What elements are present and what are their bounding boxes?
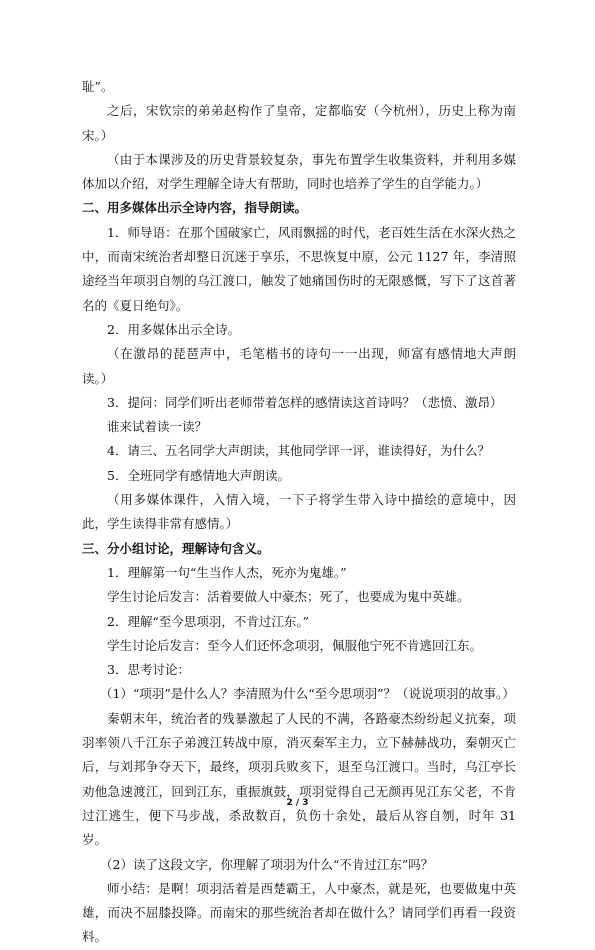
body-paragraph: 4．请三、五名同学大声朗读，其他同学评一评，谁读得好，为什么？	[107, 443, 490, 459]
body-paragraph: 3．思考讨论：	[107, 662, 190, 678]
body-paragraph: 耻”。	[82, 79, 114, 94]
body-paragraph: （在激昂的琵琶声中，毛笔楷书的诗句一一出现，师富有感情地大声朗读。）	[82, 346, 516, 386]
body-paragraph: 5．全班同学有感情地大声朗读。	[107, 467, 290, 483]
document-body	[82, 75, 516, 950]
body-paragraph: 1．师导语：在那个国破家亡，风雨飘摇的时代，老百姓生活在水深火热之中，而南宋统治者却整日沉迷于享乐，不思恢复中原，公元 1127 年，李清照途经当年项羽自刎的乌江渡口，触发了她痛国伤时的无限感慨，写下了这首著名的《夏日绝句》。	[82, 224, 516, 313]
body-paragraph: 谁来试着读一读？	[107, 419, 208, 435]
page-number: 2 / 3	[286, 798, 309, 808]
body-paragraph: 学生讨论后发言：至今人们还怀念项羽，佩服他宁死不肯逃回江东。	[107, 637, 483, 653]
body-paragraph: 2．用多媒体出示全诗。	[107, 321, 240, 337]
body-paragraph: （由于本课涉及的历史背景较复杂，事先布置学生收集资料，并利用多媒体加以介绍，对学生理解全诗大有帮助，同时也培养了学生的自学能力。）	[82, 151, 516, 192]
body-paragraph: （用多媒体课件，入情入境，一下子将学生带入诗中描绘的意境中，因此，学生读得非常有感情。）	[82, 492, 516, 532]
body-paragraph: 3．提问：同学们听出老师带着怎样的感情读这首诗吗？（悲愤、激昂）	[107, 394, 503, 410]
body-paragraph: （1）“项羽”是什么人？李清照为什么“至今思项羽”？（说说项羽的故事。）	[100, 686, 515, 702]
body-paragraph: （2）读了这段文字，你理解了项羽为什么“不肯过江东”吗？	[100, 856, 434, 872]
body-paragraph: 师小结：是啊！项羽活着是西楚霸王，人中豪杰，就是死，也要做鬼中英雄，而决不屈膝投降。而南宋的那些统治者却在做什么？请同学们再看一段资料。	[82, 880, 516, 945]
section-heading: 二、用多媒体出示全诗内容，指导朗读。	[82, 200, 308, 216]
body-paragraph: 学生讨论后发言：活着要做人中豪杰；死了，也要成为鬼中英雄。	[107, 589, 470, 605]
body-paragraph: 秦朝末年，统治者的残暴激起了人民的不满，各路豪杰纷纷起义抗秦，项羽率领八千江东子弟渡江转战中原，消灭秦军主力，立下赫赫战功，秦朝灭亡后，与刘邦争夺天下，最终，项羽兵败亥下，退至乌江渡口。当时，乌江亭长劝他急速渡江，回到江东，重振旗鼓，项羽觉得自己无颜再见江东父老，不肯过江逃生，便下马步战，杀敌数百，负伤十余处，最后从容自刎，时年 31 岁。	[82, 710, 516, 848]
body-paragraph: 2．理解“至今思项羽，不肯过江东。”	[107, 613, 309, 629]
section-heading: 三、分小组讨论，理解诗句含义。	[82, 540, 270, 556]
body-paragraph: 之后，宋钦宗的弟弟赵构作了皇帝，定都临安（今杭州），历史上称为南宋。）	[82, 103, 516, 143]
body-paragraph: 1．理解第一句“生当作人杰，死亦为鬼雄。”	[107, 564, 347, 580]
